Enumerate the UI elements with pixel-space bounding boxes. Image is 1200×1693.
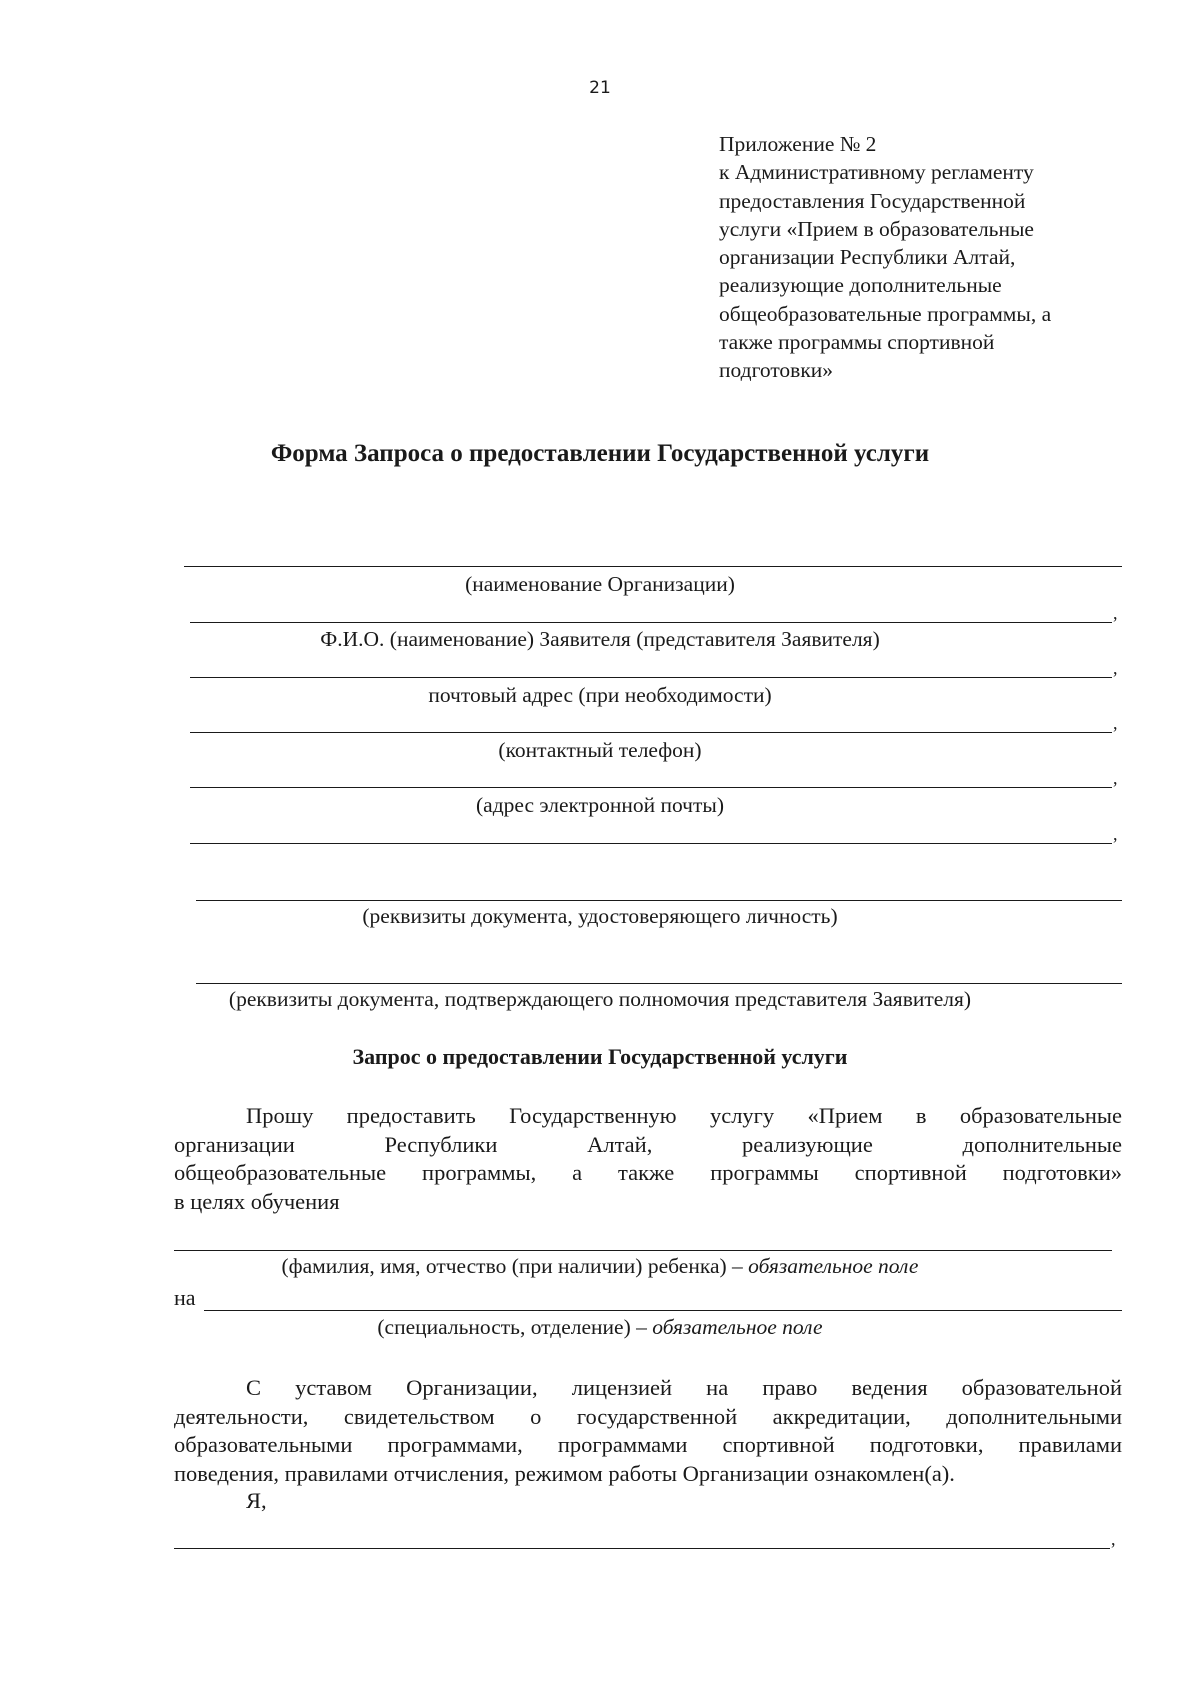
request-line: общеобразовательные программы, а также программы спортивной подготовки» bbox=[174, 1160, 1122, 1185]
authority-document-line[interactable] bbox=[196, 983, 1122, 984]
appendix-note bbox=[719, 130, 1139, 385]
email-line[interactable] bbox=[190, 787, 1112, 788]
ya-comma: , bbox=[1111, 1529, 1116, 1549]
postal-caption: почтовый адрес (при необходимости) bbox=[428, 683, 772, 707]
appendix-line: реализующие дополнительные bbox=[719, 273, 1002, 298]
email-extra-comma: , bbox=[1113, 824, 1118, 844]
email-caption: (адрес электронной почты) bbox=[476, 793, 724, 817]
request-title: Запрос о предоставлении Государственной услуги bbox=[352, 1044, 848, 1069]
page-number: 21 bbox=[589, 78, 611, 98]
acknowledgement-line: образовательными программами, программами спортивной подготовки, правилами bbox=[174, 1432, 1122, 1457]
child-name-caption bbox=[0, 1254, 1200, 1279]
ya-label: Я, bbox=[246, 1488, 267, 1513]
specialty-required-note: обязательное поле bbox=[652, 1315, 823, 1339]
email-extra-line[interactable] bbox=[190, 843, 1112, 844]
postal-line[interactable] bbox=[190, 677, 1112, 678]
appendix-line: также программы спортивной bbox=[719, 330, 995, 355]
request-paragraph bbox=[174, 1102, 1122, 1216]
applicant-comma: , bbox=[1113, 603, 1118, 623]
authority-document-caption: (реквизиты документа, подтверждающего полномочия представителя Заявителя) bbox=[228, 987, 972, 1011]
request-line: в целях обучения bbox=[174, 1188, 340, 1214]
acknowledgement-line: С уставом Организации, лицензией на право ведения образовательной bbox=[246, 1375, 1122, 1400]
phone-line[interactable] bbox=[190, 732, 1112, 733]
appendix-line: предоставления Государственной bbox=[719, 188, 1026, 213]
phone-comma: , bbox=[1113, 713, 1118, 733]
id-document-line[interactable] bbox=[196, 900, 1122, 901]
ya-line[interactable] bbox=[174, 1548, 1110, 1549]
form-title: Форма Запроса о предоставлении Государственной услуги bbox=[270, 440, 930, 467]
request-line: организации Республики Алтай, реализующие дополнительные bbox=[174, 1131, 1122, 1157]
child-name-line[interactable] bbox=[174, 1250, 1112, 1251]
applicant-caption: Ф.И.О. (наименование) Заявителя (представителя Заявителя) bbox=[320, 627, 880, 651]
acknowledgement-line: деятельности, свидетельством о государственной аккредитации, дополнительными bbox=[174, 1403, 1122, 1429]
specialty-line[interactable] bbox=[204, 1310, 1122, 1311]
appendix-line: подготовки» bbox=[719, 358, 834, 383]
specialty-prefix: на bbox=[174, 1285, 196, 1310]
acknowledgement-paragraph bbox=[174, 1374, 1122, 1488]
appendix-line: организации Республики Алтай, bbox=[719, 245, 1016, 270]
organization-line[interactable] bbox=[184, 566, 1122, 567]
phone-caption: (контактный телефон) bbox=[498, 738, 702, 762]
appendix-line: к Административному регламенту bbox=[719, 160, 1034, 185]
request-line: Прошу предоставить Государственную услугу «Прием в образовательные bbox=[246, 1103, 1122, 1128]
email-comma: , bbox=[1113, 768, 1118, 788]
child-required-note: обязательное поле bbox=[748, 1254, 919, 1278]
id-document-caption: (реквизиты документа, удостоверяющего личность) bbox=[362, 904, 838, 928]
acknowledgement-line: поведения, правилами отчисления, режимом работы Организации ознакомлен(а). bbox=[174, 1460, 955, 1486]
applicant-line[interactable] bbox=[190, 622, 1112, 623]
appendix-line: Приложение № 2 bbox=[719, 132, 877, 156]
specialty-caption-text: (специальность, отделение) – bbox=[377, 1315, 647, 1339]
appendix-line: общеобразовательные программы, а bbox=[719, 301, 1052, 326]
appendix-line: услуги «Прием в образовательные bbox=[719, 216, 1034, 241]
postal-comma: , bbox=[1113, 658, 1118, 678]
specialty-caption bbox=[0, 1315, 1200, 1340]
organization-caption: (наименование Организации) bbox=[465, 572, 735, 596]
child-caption-text: (фамилия, имя, отчество (при наличии) ребенка) – bbox=[281, 1254, 743, 1278]
